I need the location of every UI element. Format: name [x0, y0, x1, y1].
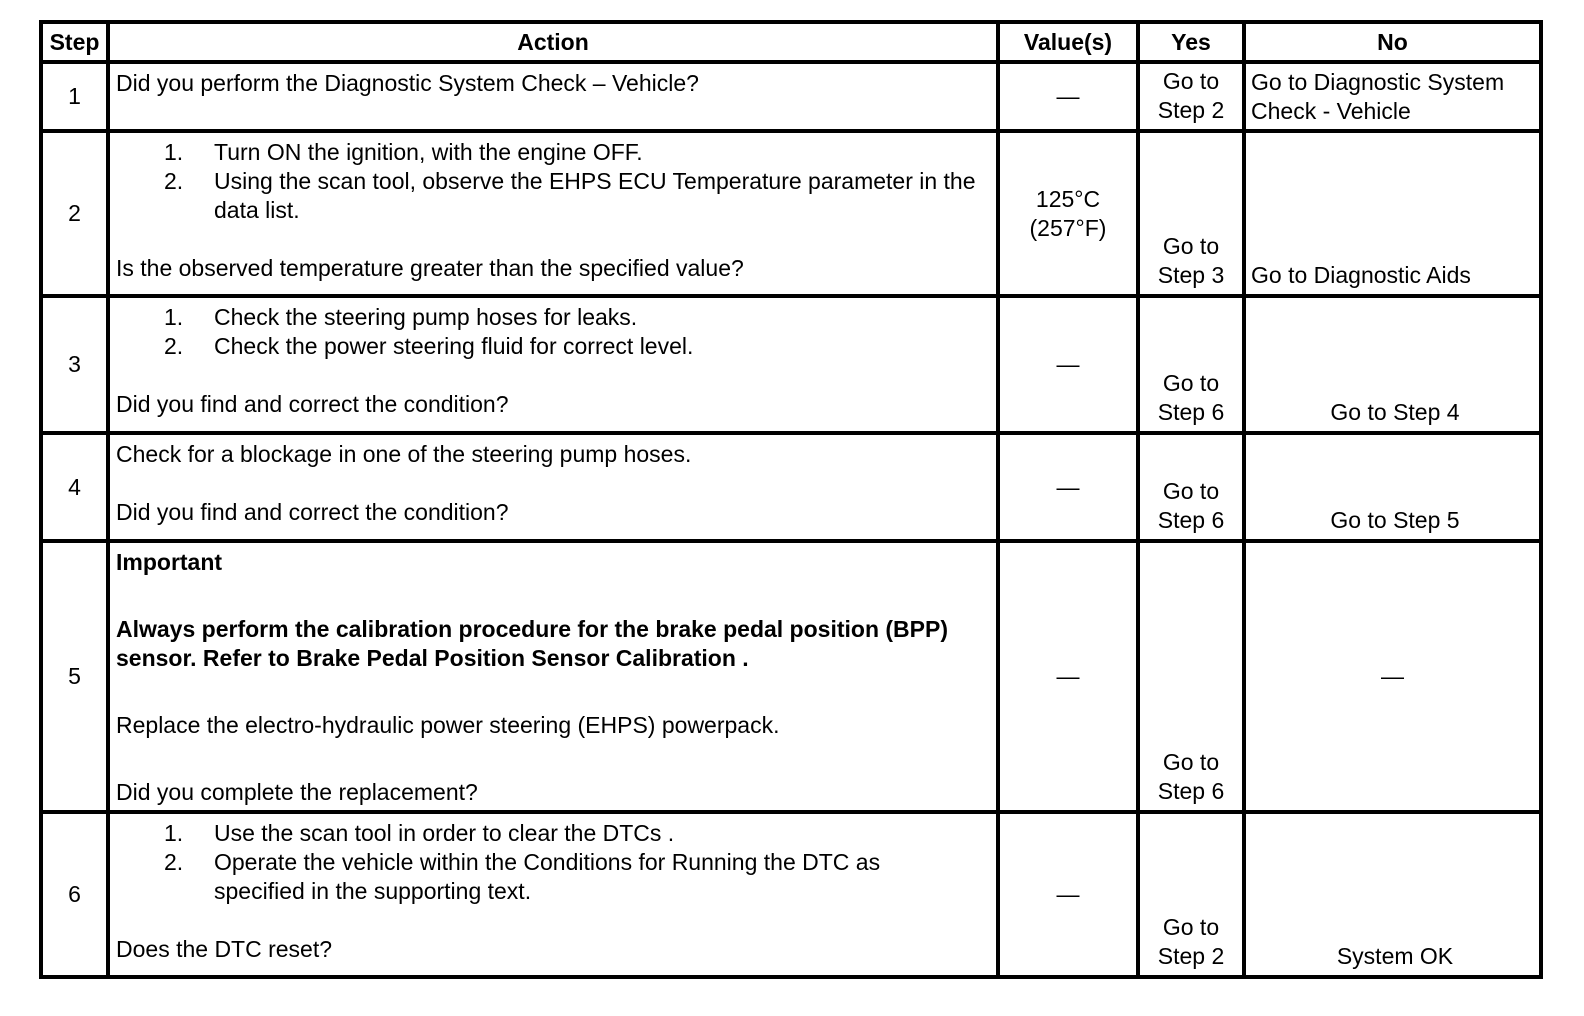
no-cell: Go to Step 4 — [1244, 296, 1541, 433]
value-cell: — — [998, 541, 1138, 812]
yes-line-1: Go to — [1162, 68, 1220, 94]
yes-line-2: Step 2 — [1157, 943, 1225, 969]
header-yes: Yes — [1138, 22, 1244, 62]
yes-cell — [1138, 62, 1244, 131]
value-cell: — — [998, 296, 1138, 433]
no-cell: Go to Step 5 — [1244, 433, 1541, 541]
action-question: Is the observed temperature greater than the specified value? — [116, 255, 744, 281]
action-step: 2. Operate the vehicle within the Conditions for Running the DTC as specified in the supporting text. — [164, 849, 881, 904]
yes-line-1: Go to — [1162, 914, 1220, 940]
action-step: 2. Check the power steering fluid for correct level. — [164, 333, 694, 359]
action-cell — [108, 433, 998, 541]
no-line-2: Check - Vehicle — [1251, 98, 1411, 124]
table-row — [41, 62, 1541, 131]
value-line-2: (257°F) — [1029, 214, 1107, 241]
action-step: 1. Use the scan tool in order to clear the DTCs . — [164, 820, 675, 846]
step-number: 2 — [41, 131, 108, 296]
header-values: Value(s) — [998, 22, 1138, 62]
action-step: 1. Turn ON the ignition, with the engine OFF. — [164, 139, 643, 165]
action-text: Check for a blockage in one of the steering pump hoses. — [116, 441, 692, 467]
step-number: 6 — [41, 812, 108, 977]
no-line-1: Go to Diagnostic System — [1251, 69, 1505, 95]
header-action: Action — [108, 22, 998, 62]
action-step: 1. Check the steering pump hoses for leaks. — [164, 304, 638, 330]
yes-line-2: Step 3 — [1157, 262, 1225, 288]
no-cell: — — [1244, 541, 1541, 812]
important-text: Always perform the calibration procedure for the brake pedal position (BPP) sensor. Refer to Brake Pedal Position Sensor Calibration . — [116, 616, 948, 671]
yes-line-2: Step 2 — [1157, 97, 1225, 123]
table-row — [41, 433, 1541, 541]
header-no: No — [1244, 22, 1541, 62]
action-cell — [108, 541, 998, 812]
action-cell — [108, 812, 998, 977]
yes-line-1: Go to — [1162, 370, 1220, 396]
action-cell — [108, 131, 998, 296]
no-cell: Go to Diagnostic Aids — [1244, 131, 1541, 296]
step-number: 5 — [41, 541, 108, 812]
yes-line-2: Step 6 — [1157, 507, 1225, 533]
value-cell: — — [998, 812, 1138, 977]
yes-cell — [1138, 541, 1244, 812]
action-steps — [116, 819, 990, 906]
yes-cell — [1138, 433, 1244, 541]
action-question: Did you find and correct the condition? — [116, 391, 509, 417]
action-question: Did you find and correct the condition? — [116, 499, 509, 525]
yes-cell — [1138, 296, 1244, 433]
action-steps — [116, 303, 990, 361]
yes-line-2: Step 6 — [1157, 399, 1225, 425]
diagnostic-table — [39, 20, 1543, 979]
value-cell — [998, 131, 1138, 296]
important-label: Important — [116, 549, 223, 575]
action-text: Replace the electro-hydraulic power steering (EHPS) powerpack. — [116, 712, 780, 738]
header-row — [41, 22, 1541, 62]
value-cell: — — [998, 62, 1138, 131]
action-steps — [116, 138, 990, 225]
yes-cell — [1138, 131, 1244, 296]
action-cell — [108, 296, 998, 433]
yes-line-1: Go to — [1162, 478, 1220, 504]
action-cell — [108, 62, 998, 131]
no-cell: System OK — [1244, 812, 1541, 977]
no-cell — [1244, 62, 1541, 131]
table-row — [41, 812, 1541, 977]
step-number: 4 — [41, 433, 108, 541]
table-row — [41, 296, 1541, 433]
yes-line-1: Go to — [1162, 749, 1220, 775]
header-step: Step — [41, 22, 108, 62]
action-question: Did you perform the Diagnostic System Check – Vehicle? — [116, 70, 699, 96]
step-number: 1 — [41, 62, 108, 131]
yes-cell — [1138, 812, 1244, 977]
value-line-1: 125°C — [1035, 185, 1101, 212]
yes-line-2: Step 6 — [1157, 778, 1225, 804]
value-cell: — — [998, 433, 1138, 541]
step-number: 3 — [41, 296, 108, 433]
table-row — [41, 541, 1541, 812]
table-row — [41, 131, 1541, 296]
action-question: Did you complete the replacement? — [116, 779, 478, 805]
yes-line-1: Go to — [1162, 233, 1220, 259]
action-step: 2. Using the scan tool, observe the EHPS ECU Temperature parameter in the data list. — [164, 168, 976, 223]
action-question: Does the DTC reset? — [116, 936, 333, 962]
